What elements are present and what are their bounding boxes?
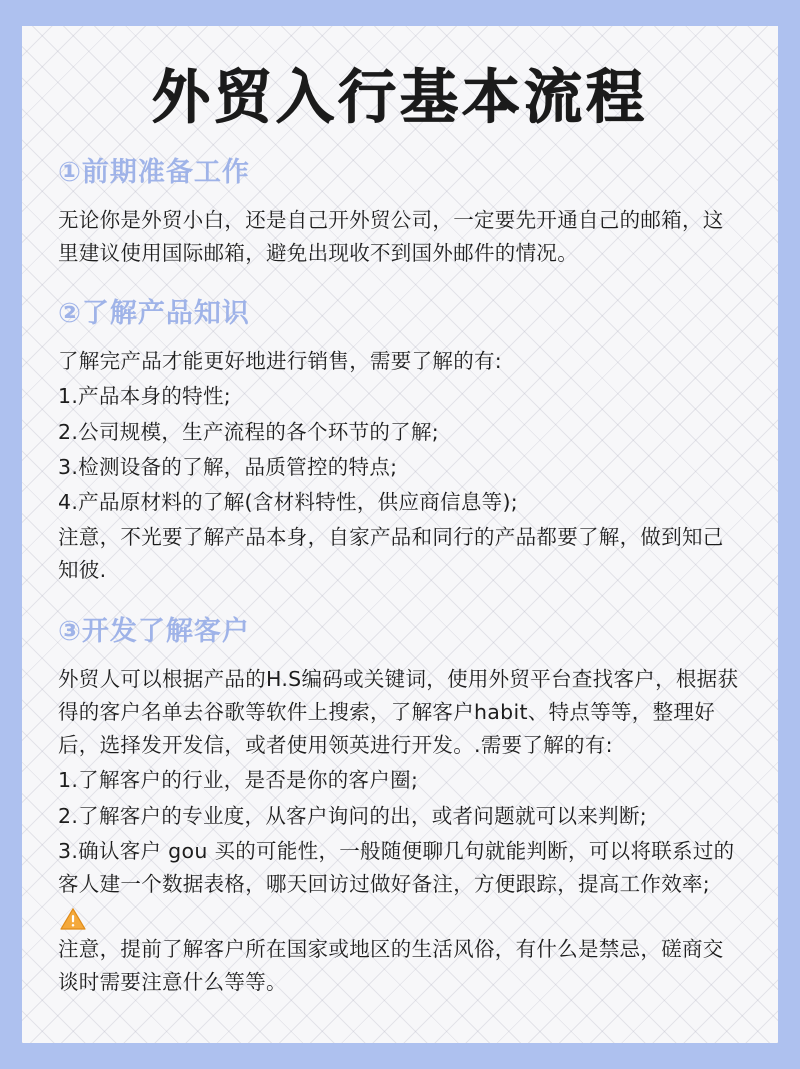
section-paragraph: 4.产品原材料的了解(含材料特性，供应商信息等); bbox=[58, 490, 518, 515]
section-paragraph: 注意，不光要了解产品本身，自家产品和同行的产品都要了解，做到知己知彼. bbox=[58, 525, 724, 583]
section-heading: ①前期准备工作 bbox=[58, 156, 250, 188]
section-preparation bbox=[58, 155, 742, 271]
section-paragraph: 3.检测设备的了解，品质管控的特点; bbox=[58, 454, 398, 479]
section-customer-development bbox=[58, 614, 742, 1000]
section-heading: ③开发了解客户 bbox=[58, 615, 250, 647]
poster-card bbox=[22, 26, 778, 1043]
section-note: 注意，提前了解客户所在国家或地区的生活风俗，有什么是禁忌，磋商交谈时需要注意什么等等。 bbox=[58, 937, 724, 995]
warning-row bbox=[58, 907, 742, 931]
section-paragraph: 2.了解客户的专业度，从客户询问的出，或者问题就可以来判断; bbox=[58, 803, 647, 828]
section-paragraph: 3.确认客户 gou 买的可能性，一般随便聊几句就能判断，可以将联系过的客人建一个数据表格，哪天回访过做好备注，方便跟踪，提高工作效率; bbox=[58, 838, 735, 896]
section-heading: ②了解产品知识 bbox=[58, 298, 250, 330]
warning-icon bbox=[60, 907, 86, 931]
section-paragraph: 1.产品本身的特性; bbox=[58, 384, 231, 409]
section-paragraph: 外贸人可以根据产品的H.S编码或关键词，使用外贸平台查找客户，根据获得的客户名单去谷歌等软件上搜索，了解客户habit、特点等等，整理好后，选择发开发信，或者使用领英进行开发。.需要了解的有: bbox=[58, 666, 739, 758]
section-paragraph: 了解完产品才能更好地进行销售，需要了解的有: bbox=[58, 349, 503, 374]
section-product-knowledge bbox=[58, 296, 742, 588]
section-paragraph: 2.公司规模，生产流程的各个环节的了解; bbox=[58, 419, 439, 444]
page-title: 外贸入行基本流程 bbox=[151, 63, 648, 131]
section-paragraph: 无论你是外贸小白，还是自己开外贸公司，一定要先开通自己的邮箱，这里建议使用国际邮箱，避免出现收不到国外邮件的情况。 bbox=[58, 207, 724, 265]
section-paragraph: 1.了解客户的行业，是否是你的客户圈; bbox=[58, 768, 419, 793]
